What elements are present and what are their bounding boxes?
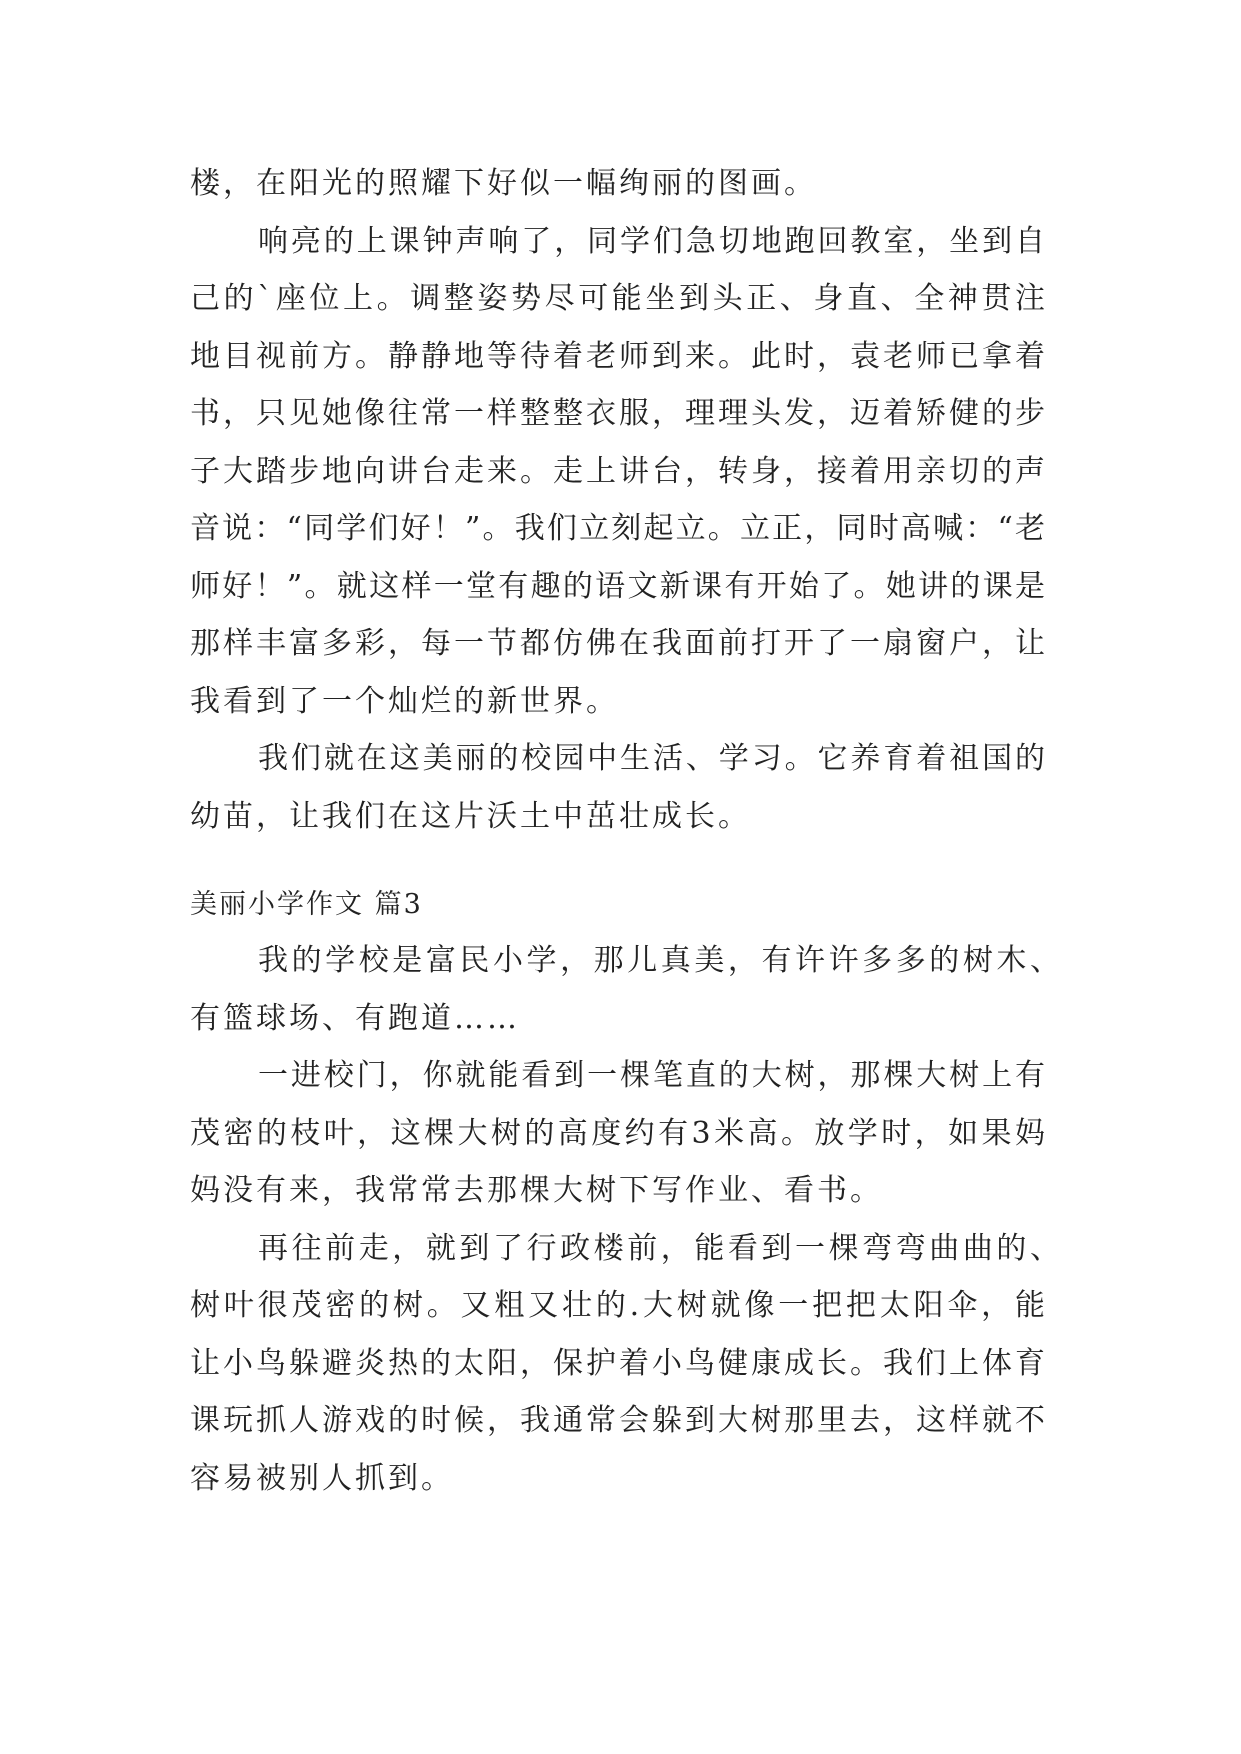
paragraph-line: 地目视前方。静静地等待着老师到来。此时，袁老师已拿着	[190, 339, 1045, 374]
paragraph-line: 响亮的上课钟声响了，同学们急切地跑回教室，坐到自	[258, 224, 1045, 259]
paragraph-line: 己的`座位上。调整姿势尽可能坐到头正、身直、全神贯注	[190, 281, 1045, 316]
paragraph-line: 我们就在这美丽的校园中生活、学习。它养育着祖国的	[258, 741, 1045, 776]
paragraph-line: 子大踏步地向讲台走来。走上讲台，转身，接着用亲切的声	[190, 454, 1045, 489]
section-heading: 美丽小学作文 篇3	[190, 889, 423, 920]
paragraph-line: 一进校门，你就能看到一棵笔直的大树，那棵大树上有	[258, 1058, 1045, 1093]
paragraph-line: 妈没有来，我常常去那棵大树下写作业、看书。	[190, 1173, 883, 1208]
paragraph-line: 我的学校是富民小学，那儿真美，有许许多多的树木、	[258, 943, 1060, 978]
paragraph-line: 音说：“同学们好！”。我们立刻起立。立正，同时高喊：“老	[190, 511, 1045, 546]
paragraph-line: 树叶很茂密的树。又粗又壮的.大树就像一把把太阳伞，能	[190, 1288, 1045, 1323]
paragraph-line: 书，只见她像往常一样整整衣服，理理头发，迈着矫健的步	[190, 396, 1045, 431]
paragraph-line: 容易被别人抓到。	[190, 1461, 454, 1496]
paragraph-line: 有篮球场、有跑道……	[190, 1001, 520, 1036]
paragraph-line: 再往前走，就到了行政楼前，能看到一棵弯弯曲曲的、	[258, 1231, 1060, 1266]
paragraph-line: 让小鸟躲避炎热的太阳，保护着小鸟健康成长。我们上体育	[190, 1346, 1045, 1381]
paragraph-line: 师好！”。就这样一堂有趣的语文新课有开始了。她讲的课是	[190, 569, 1045, 604]
paragraph-line: 茂密的枝叶，这棵大树的高度约有3米高。放学时，如果妈	[190, 1116, 1045, 1151]
paragraph-line: 那样丰富多彩，每一节都仿佛在我面前打开了一扇窗户，让	[190, 626, 1045, 661]
paragraph-line: 课玩抓人游戏的时候，我通常会躲到大树那里去，这样就不	[190, 1403, 1045, 1438]
paragraph-line: 幼苗，让我们在这片沃土中茁壮成长。	[190, 799, 751, 834]
paragraph-line: 楼，在阳光的照耀下好似一幅绚丽的图画。	[190, 166, 817, 201]
paragraph-line: 我看到了一个灿烂的新世界。	[190, 684, 619, 719]
